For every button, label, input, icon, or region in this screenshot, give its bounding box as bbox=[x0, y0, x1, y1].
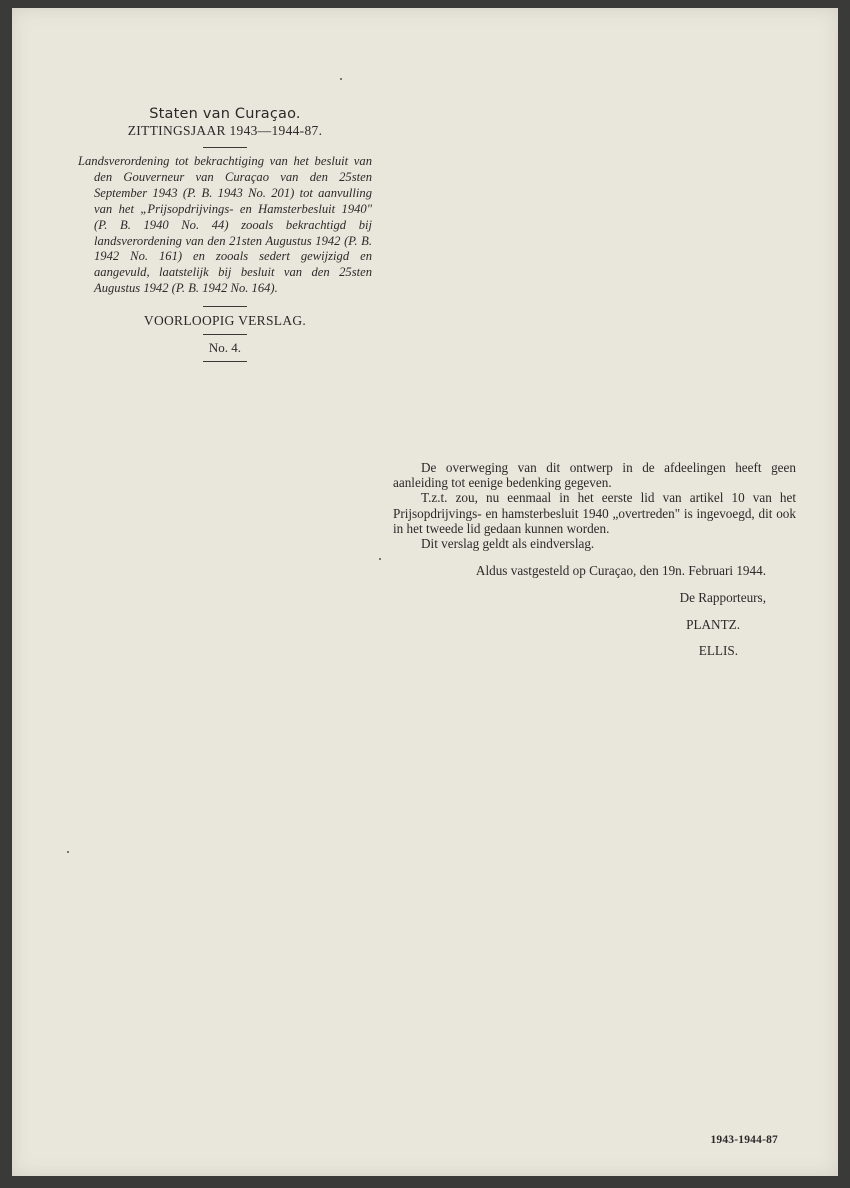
divider bbox=[203, 147, 247, 148]
ordinance-abstract: Landsverordening tot bekrachtiging van het besluit van den Gouverneur van Curaçao van den 25sten September 1943 (P. B. 1943 No. 201) tot aanvulling van het „Prijsopdrijvings- en Hamsterbesluit 1940" (P. B. 1940 No. 44) zooals bekrachtigd bij landsverordening van den 21sten Augustus 1942 (P. B. 1942 No. 161) en zooals sedert gewijzigd en aangevuld, laatstelijk bij besluit van den 25sten Augustus 1942 (P. B. 1942 No. 164). bbox=[78, 154, 372, 296]
assembly-title: Staten van Curaçao. bbox=[149, 106, 301, 122]
divider bbox=[203, 306, 247, 307]
closing-statement: Aldus vastgesteld op Curaçao, den 19n. Februari 1944. bbox=[475, 563, 766, 579]
document-page bbox=[12, 8, 838, 1176]
footer-reference: 1943-1944-87 bbox=[710, 1134, 778, 1146]
body-paragraph: T.z.t. zou, nu eenmaal in het eerste lid van artikel 10 van het Prijsopdrijvings- en hamsterbesluit 1940 „overtreden" is ingevoegd, dit ook in het tweede lid gedaan kunnen worden. bbox=[393, 490, 796, 536]
report-body bbox=[393, 460, 796, 658]
body-paragraph: De overweging van dit ontwerp in de afdeelingen heeft geen aanleiding tot eenige bedenking gegeven. bbox=[393, 460, 796, 491]
divider bbox=[203, 361, 247, 362]
paper-speck bbox=[379, 558, 381, 560]
signatory-name: ELLIS. bbox=[698, 642, 738, 658]
report-number: No. 4. bbox=[208, 340, 242, 356]
signatories-label: De Rapporteurs, bbox=[679, 590, 766, 606]
body-paragraph: Dit verslag geldt als eindverslag. bbox=[421, 536, 595, 552]
report-type: VOORLOOPIG VERSLAG. bbox=[143, 313, 307, 329]
paper-speck bbox=[340, 78, 342, 80]
document-header-column bbox=[78, 106, 372, 368]
session-year: ZITTINGSJAAR 1943—1944-87. bbox=[127, 123, 323, 138]
divider bbox=[203, 334, 247, 335]
paper-speck bbox=[67, 851, 69, 853]
signatory-name: PLANTZ. bbox=[686, 616, 740, 632]
